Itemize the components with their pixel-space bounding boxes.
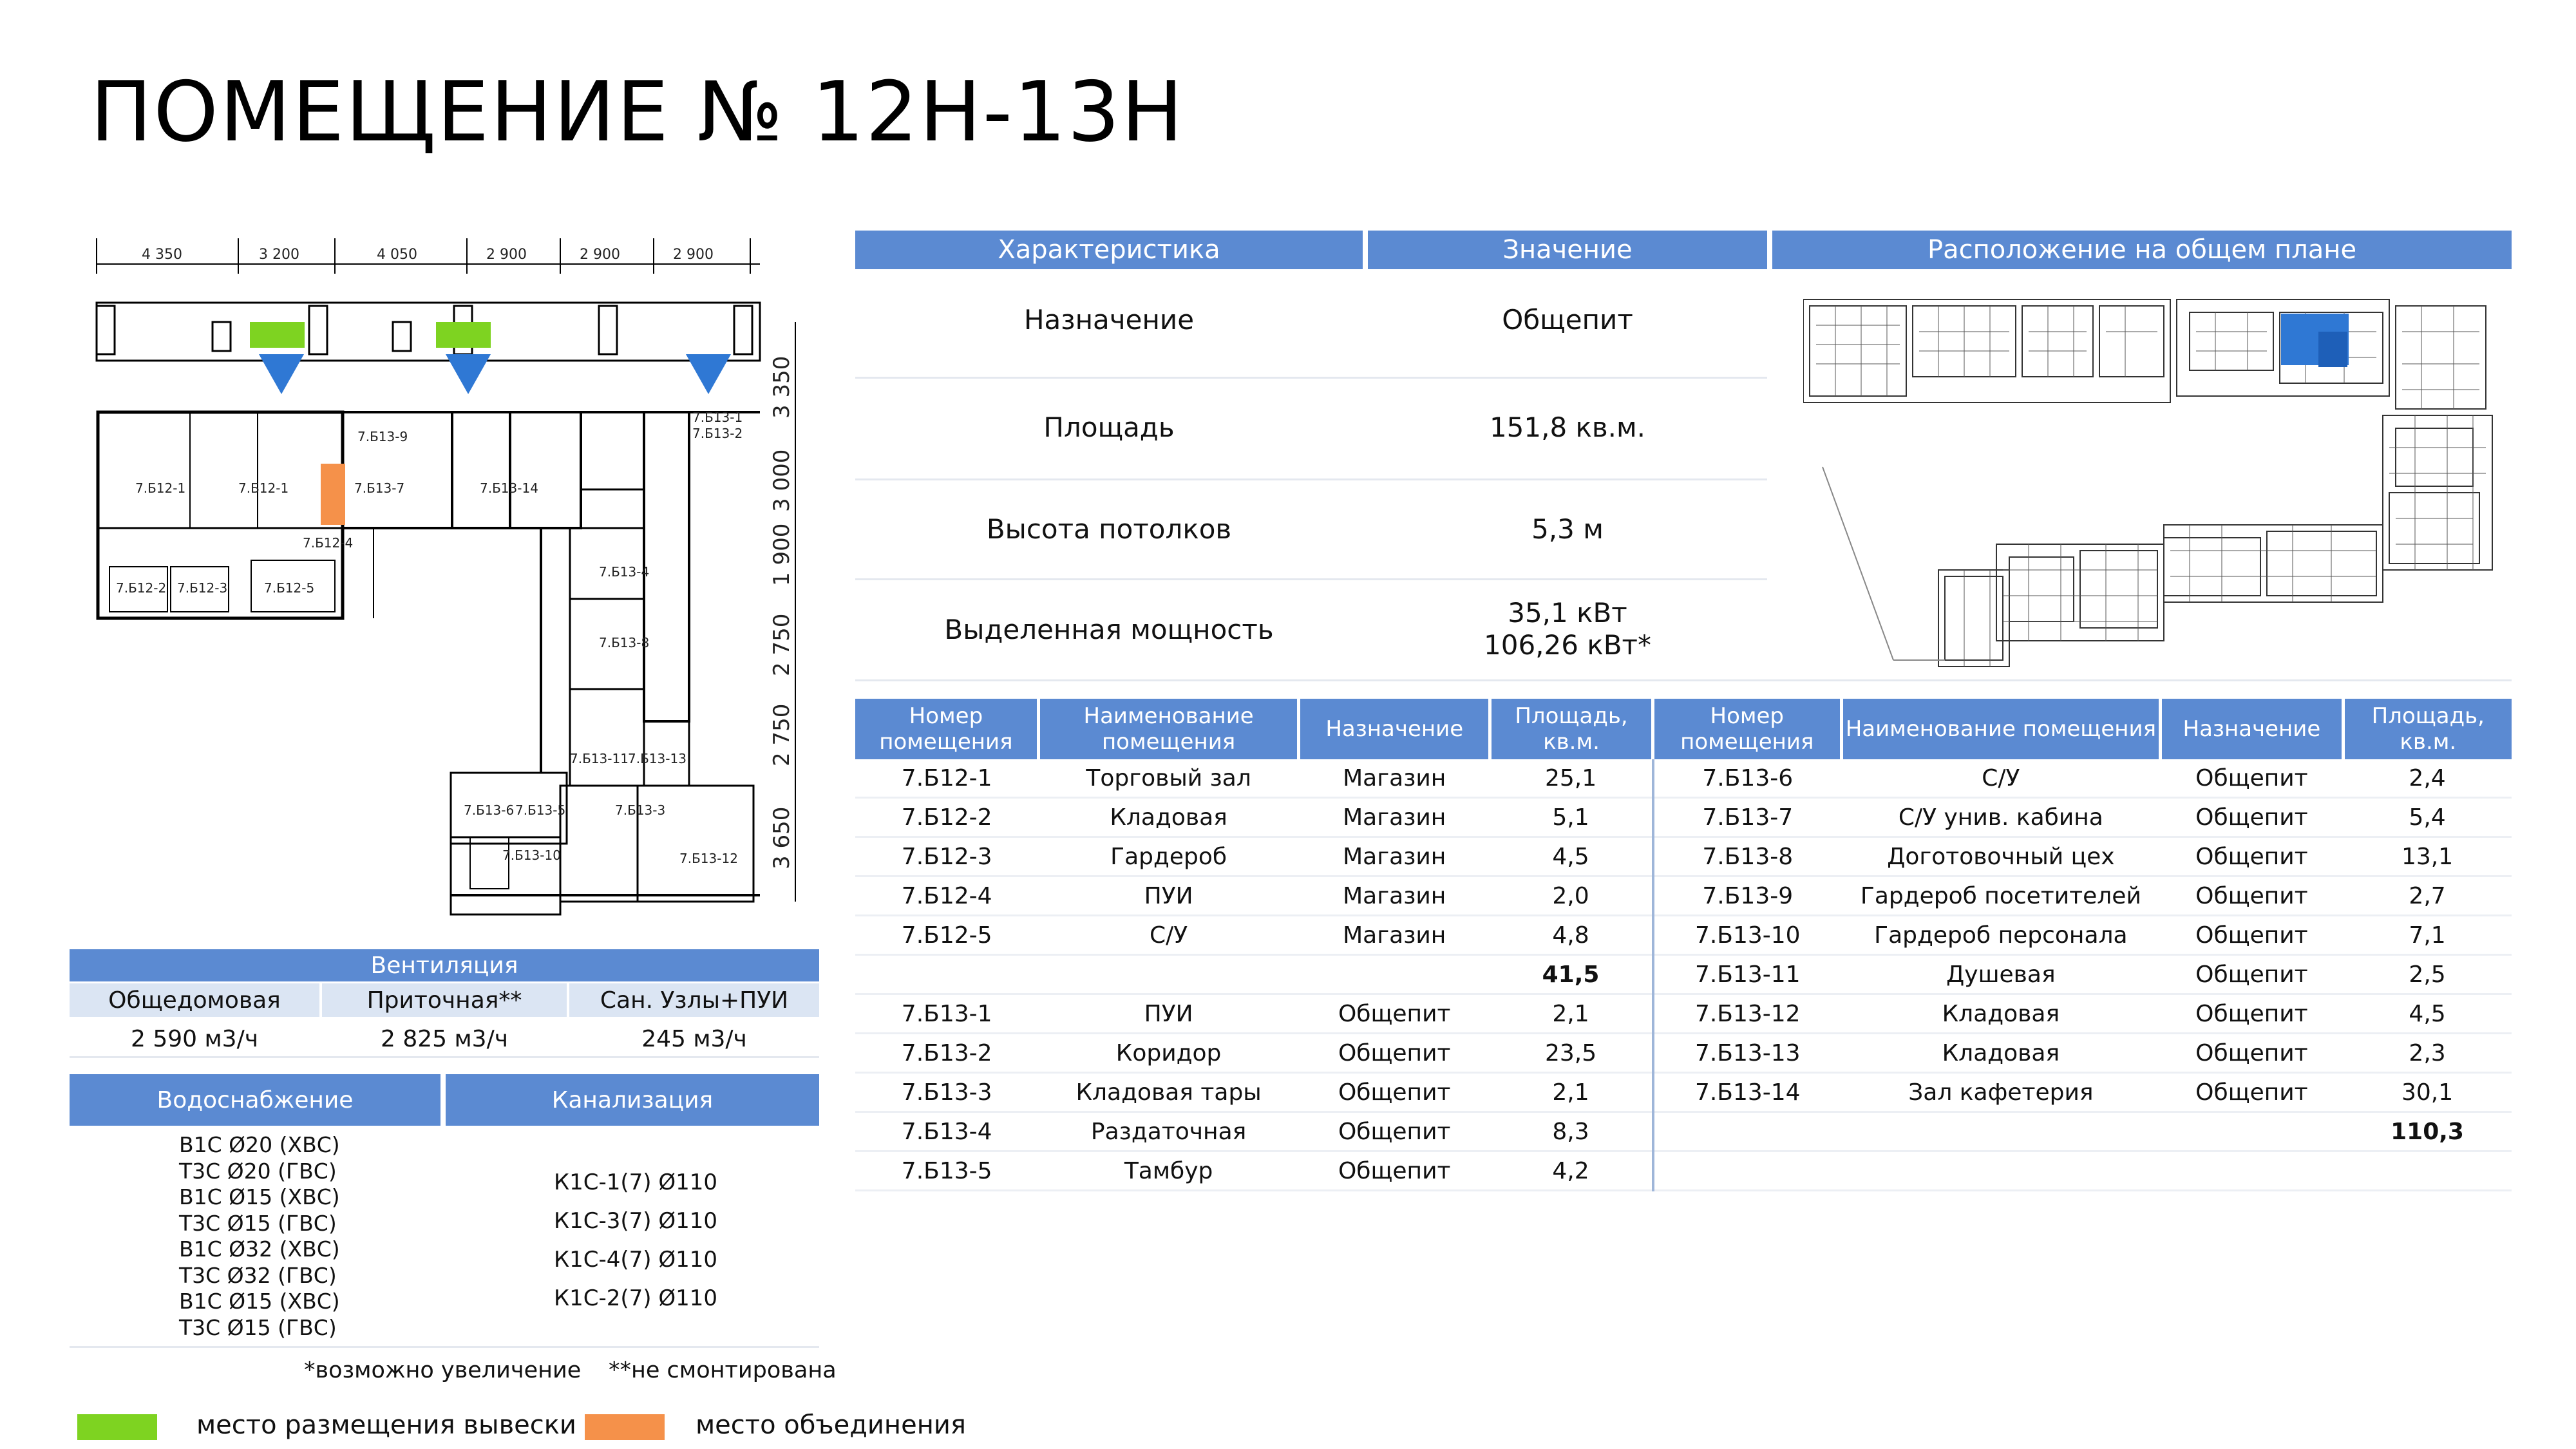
table-row: 41,5 7.Б13-11 Душевая Общепит 2,5 (855, 955, 2512, 994)
room-label: 7.Б12-1 (135, 480, 186, 496)
room-label: 7.Б12-3 (177, 580, 228, 596)
vent-value: 2 590 м3/ч (131, 1025, 258, 1052)
site-plan (1803, 293, 2499, 673)
page-title: ПОМЕЩЕНИЕ № 12Н-13Н (90, 64, 1184, 160)
list-item: К1С-1(7) Ø110 (554, 1170, 718, 1195)
list-item: В1С Ø15 (ХВС) (179, 1289, 340, 1314)
char-value: Общепит (1502, 304, 1633, 336)
room-label: 7.Б13-7 (354, 480, 405, 496)
list-item: Т3С Ø20 (ГВС) (179, 1158, 337, 1184)
sewer-header: Канализация (446, 1074, 819, 1126)
list-item: В1С Ø15 (ХВС) (179, 1184, 340, 1209)
rooms-table (855, 699, 2512, 1191)
dim-right-6: 3 650 (769, 806, 795, 869)
table-row: 7.Б12-2 Кладовая Магазин 5,1 7.Б13-7 С/У унив. кабина Общепит 5,4 (855, 798, 2512, 837)
dim-top-6: 2 900 (673, 247, 714, 263)
water-supply-list (179, 1132, 340, 1341)
table-row: 7.Б13-2 Коридор Общепит 23,5 7.Б13-13 Кладовая Общепит 2,3 (855, 1034, 2512, 1073)
room-label: 7.Б13-5 (515, 802, 566, 818)
room-label: 7.Б12-2 (116, 580, 167, 596)
merge-area (321, 464, 345, 525)
char-header-name: Характеристика (855, 231, 1363, 269)
room-label: 7.Б13-4 (599, 564, 650, 580)
room-label: 7.Б13-12 (679, 851, 738, 866)
room-label: 7.Б13-2 (692, 426, 743, 441)
vent-col-header: Сан. Узлы+ПУИ (569, 983, 819, 1017)
dim-top-3: 4 050 (377, 247, 417, 263)
note-increase: *возможно увеличение (304, 1358, 582, 1383)
dim-top-2: 3 200 (259, 247, 299, 263)
dim-top-1: 4 350 (142, 247, 182, 263)
vent-col-header: Приточная** (322, 983, 567, 1017)
table-row: 7.Б12-1 Торговый зал Магазин 25,1 7.Б13-6 С/У Общепит 2,4 (855, 759, 2512, 798)
room-label: 7.Б13-14 (480, 480, 538, 496)
dim-right-4: 2 750 (769, 613, 795, 676)
list-item: В1С Ø20 (ХВС) (179, 1132, 340, 1157)
legend-merge-label: место объединения (696, 1410, 966, 1440)
list-item: К1С-2(7) Ø110 (554, 1285, 718, 1311)
ventilation-title: Вентиляция (70, 949, 819, 981)
dim-top-5: 2 900 (580, 247, 620, 263)
room-label: 7.Б12-4 (303, 535, 354, 551)
floor-plan (90, 225, 831, 934)
room-label: 7.Б13-1 (692, 410, 743, 425)
sign-area-1 (250, 322, 305, 348)
legend-orange-swatch (585, 1414, 665, 1440)
list-item: К1С-3(7) Ø110 (554, 1208, 718, 1234)
list-item: Т3С Ø15 (ГВС) (179, 1314, 337, 1340)
char-name: Выделенная мощность (944, 613, 1274, 645)
table-row: 7.Б13-3 Кладовая тары Общепит 2,1 7.Б13-14 Зал кафетерия Общепит 30,1 (855, 1073, 2512, 1112)
room-label: 7.Б12-1 (238, 480, 289, 496)
col-header: Наименование помещения (1038, 699, 1299, 759)
col-header: Площадь, кв.м. (2343, 699, 2512, 759)
vent-value: 2 825 м3/ч (381, 1025, 508, 1052)
col-header: Площадь, кв.м. (1490, 699, 1653, 759)
char-header-value: Значение (1368, 231, 1767, 269)
table-row: 7.Б12-4 ПУИ Магазин 2,0 7.Б13-9 Гардероб посетителей Общепит 2,7 (855, 876, 2512, 916)
room-label: 7.Б13-10 (502, 848, 561, 863)
dim-right-5: 2 750 (769, 703, 795, 766)
water-header: Водоснабжение (70, 1074, 440, 1126)
char-name: Назначение (1023, 304, 1195, 336)
sewer-list (554, 1163, 717, 1318)
subtotal-shop: 41,5 (1490, 955, 1653, 994)
col-header: Назначение (1299, 699, 1490, 759)
subtotal-cafe: 110,3 (2343, 1112, 2512, 1151)
dim-top-4: 2 900 (486, 247, 527, 263)
entrance-marker-1 (259, 354, 304, 394)
room-label: 7.Б13-6 (464, 802, 515, 818)
dim-right-1: 3 350 (769, 355, 795, 419)
room-label: 7.Б13-13 (628, 751, 687, 766)
legend-green-swatch (77, 1414, 157, 1440)
char-value: 5,3 м (1531, 513, 1604, 545)
table-row: 7.Б12-5 С/У Магазин 4,8 7.Б13-10 Гардероб персонала Общепит 7,1 (855, 916, 2512, 955)
col-header: Наименование помещения (1841, 699, 2161, 759)
char-name: Высота потолков (986, 513, 1232, 545)
col-header: Номер помещения (1653, 699, 1842, 759)
vent-col-header: Общедомовая (70, 983, 319, 1017)
room-label: 7.Б13-8 (599, 635, 650, 650)
room-label: 7.Б12-5 (264, 580, 315, 596)
entrance-marker-2 (446, 354, 491, 394)
list-item: К1С-4(7) Ø110 (554, 1247, 718, 1273)
list-item: В1С Ø32 (ХВС) (179, 1236, 340, 1262)
dim-right-3: 1 900 (769, 523, 795, 586)
list-item: Т3С Ø32 (ГВС) (179, 1262, 337, 1288)
vent-value: 245 м3/ч (641, 1025, 747, 1052)
col-header: Номер помещения (855, 699, 1038, 759)
entrance-marker-3 (686, 354, 731, 394)
sign-area-2 (436, 322, 491, 348)
char-value: 35,1 кВт 106,26 кВт* (1484, 597, 1651, 661)
room-label: 7.Б13-9 (357, 429, 408, 444)
list-item: Т3С Ø15 (ГВС) (179, 1210, 337, 1236)
col-header: Назначение (2161, 699, 2343, 759)
dim-right-2: 3 000 (769, 449, 795, 512)
note-not-mounted: **не смонтирована (609, 1358, 837, 1383)
table-row: 7.Б12-3 Гардероб Магазин 4,5 7.Б13-8 Доготовочный цех Общепит 13,1 (855, 837, 2512, 876)
table-row: 7.Б13-5 Тамбур Общепит 4,2 (855, 1151, 2512, 1191)
room-label: 7.Б13-3 (615, 802, 666, 818)
table-row: 7.Б13-1 ПУИ Общепит 2,1 7.Б13-12 Кладовая Общепит 4,5 (855, 994, 2512, 1034)
room-label: 7.Б13-11 (570, 751, 629, 766)
legend-sign-label: место размещения вывески (196, 1410, 576, 1440)
table-row: 7.Б13-4 Раздаточная Общепит 8,3 110,3 (855, 1112, 2512, 1151)
char-name: Площадь (1043, 411, 1175, 443)
char-header-location: Расположение на общем плане (1772, 231, 2512, 269)
char-value: 151,8 кв.м. (1489, 411, 1646, 443)
